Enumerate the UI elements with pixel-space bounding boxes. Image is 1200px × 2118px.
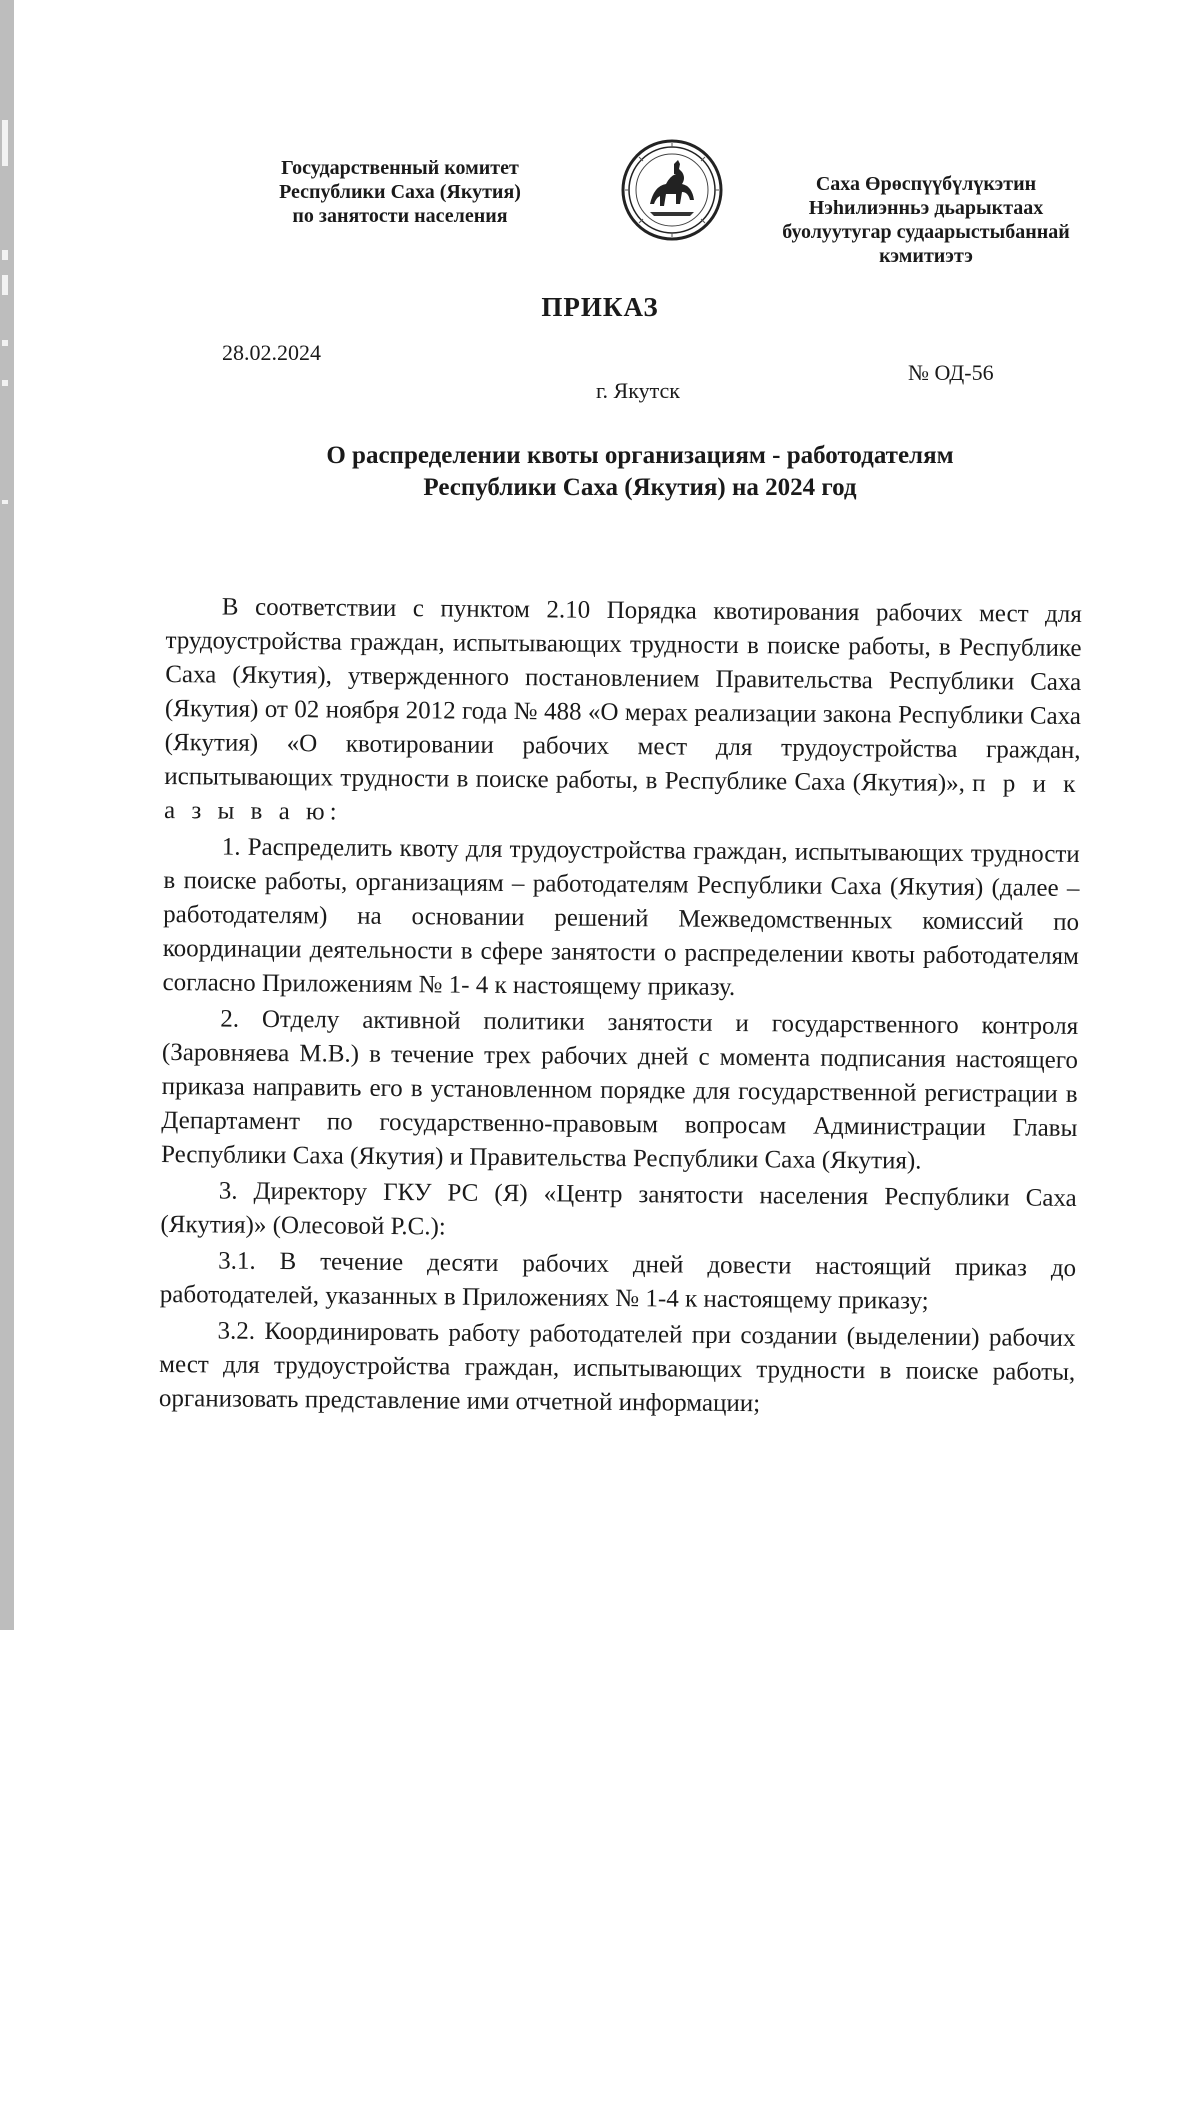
header-right-org <box>736 172 1116 268</box>
header-right-line: буолуутугар судаарыстыбаннай <box>782 221 1070 243</box>
document-subject <box>300 440 980 504</box>
item-2: 2. Отделу активной политики занятости и государственного контроля (Заровняева М.В.) в течение трех рабочих дней с момента подписания настоящего приказа направить его в установленном порядке для государственной регистрации в Департамент по государственно-правовым вопросам Администрации Главы Республики Саха (Якутия) и Правительства Республики Саха (Якутия). <box>160 1005 1079 1175</box>
header-left-line: Республики Саха (Якутия) <box>279 181 521 203</box>
subject-line: О распределении квоты организациям - работодателям <box>326 442 954 469</box>
item-3-2: 3.2. Координировать работу работодателей при создании (выделении) рабочих мест для трудоустройства граждан, испытывающих трудности в поиске работы, организовать представление ими отчетной информации; <box>158 1317 1076 1418</box>
order-word: п р и к а з ы в а ю: <box>163 770 1081 826</box>
intro-paragraph <box>164 590 1082 836</box>
coat-of-arms-emblem <box>620 138 724 242</box>
header-left-line: по занятости населения <box>292 205 508 227</box>
item-3-1: 3.1. В течение десяти рабочих дней довести настоящий приказ до работодателей, указанных в Приложениях № 1-4 к настоящему приказу; <box>159 1247 1077 1315</box>
scan-edge-strip <box>0 0 14 1630</box>
item-3: 3. Директору ГКУ РС (Я) «Центр занятости населения Республики Саха (Якутия)» (Олесовой Р.С.): <box>160 1177 1077 1241</box>
document-title: ПРИКАЗ <box>541 292 659 322</box>
header-right-line: Нэһилиэнньэ дьарыктаах <box>808 197 1044 219</box>
header-right-line: Саха Өрөспүүбүлүкэтин <box>815 173 1037 195</box>
document-city: г. Якутск <box>596 378 680 403</box>
document-body <box>159 590 1082 1426</box>
header-left-line: Государственный комитет <box>281 157 519 179</box>
document-number: № ОД-56 <box>908 360 994 385</box>
intro-text: В соответствии с пунктом 2.10 Порядка квотирования рабочих мест для трудоустройства граждан, испытывающих трудности в поиске работы, в Республике Саха (Якутия), утвержденного постановлением Правительства Республики Саха (Якутия) от 02 ноября 2012 года № 488 «О мерах реализации закона Республики Саха (Якутия) «О квотировании рабочих мест для трудоустройства граждан, испытывающих трудности в поиске работы, в Республике Саха (Якутия)», <box>164 593 1082 797</box>
header-right-line: кэмитиэтэ <box>879 245 973 267</box>
header-left-org <box>240 156 560 228</box>
subject-line: Республики Саха (Якутия) на 2024 год <box>423 474 857 501</box>
item-1: 1. Распределить квоту для трудоустройства граждан, испытывающих трудности в поиске работы, организациям – работодателям Республики Саха (Якутия) (далее – работодателям) на основании решений Межведомственных комиссий по координации деятельности в сфере занятости о распределении квоты работодателям согласно Приложениям № 1- 4 к настоящему приказу. <box>162 833 1080 1001</box>
document-date: 28.02.2024 <box>222 340 321 365</box>
